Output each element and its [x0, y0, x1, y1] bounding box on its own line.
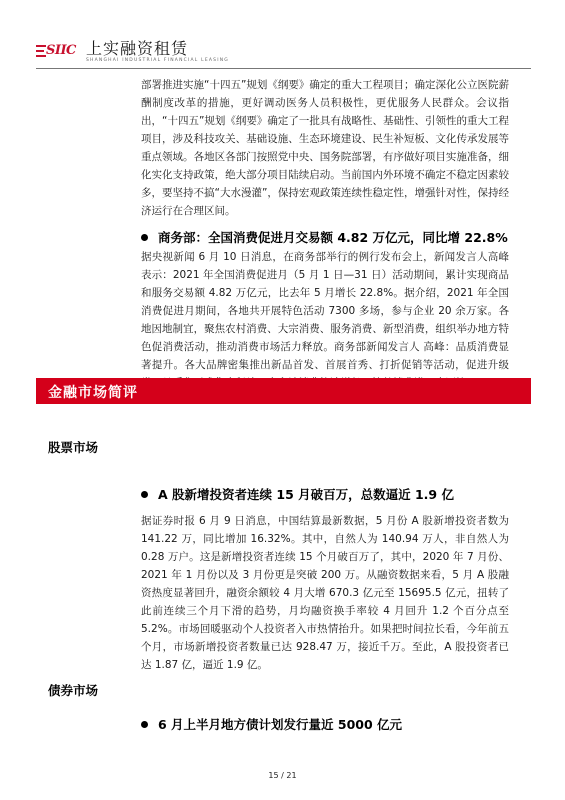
bullet-dot-icon — [141, 234, 148, 241]
section-title: 金融市场简评 — [48, 385, 138, 401]
page-number: 15 / 21 — [268, 771, 297, 780]
bond-headline — [141, 715, 531, 733]
logo-text: SIIC — [46, 43, 76, 58]
header-divider — [36, 68, 531, 69]
bullet-dot-icon — [141, 721, 148, 728]
bond-headline-text: 6 月上半月地方债计划发行量近 5000 亿元 — [158, 717, 403, 732]
page-header — [0, 0, 565, 72]
company-name: 上实融资租赁 — [86, 39, 189, 58]
stock-market-subhead: 股票市场 — [48, 440, 99, 455]
stock-paragraph: 据证券时报 6 月 9 日消息，中国结算最新数据，5 月份 A 股新增投资者数为 141.22 万，同比增加 16.32%。其中，自然人为 140.94 万人，非自然人为 0.28 万户。这是新增投资者连续 15 个月破百万了，其中，2020 年 7 月份、2021 年 1 月份以及 3 月份更是突破 200 万。从融资数据来看，5 月 A 股融资热度显著回升，融资余额较 4 月大增 670.3 亿元至 15695.5 亿元，扭转了此前连续三个月下滑的趋势，月均融资换手率较 4 月回升 1.2 个百分点至 5.2%。市场回暖驱动个人投资者入市热情抬升。如果把时间拉长看，今年前五个月，市场新增投资者数量已达 928.47 万，接近千万。至此，A 股投资者已达 1.87 亿，逼近 1.9 亿。 — [141, 515, 509, 671]
stock-headline-text: A 股新增投资者连续 15 月破百万，总数逼近 1.9 亿 — [158, 487, 454, 502]
macro-policy-paragraph: 部署推进实施“十四五”规划《纲要》确定的重大工程项目；确定深化公立医院薪酬制度改革的措施，更好调动医务人员积极性，更优服务人民群众。会议指出，“十四五”规划《纲要》确定了一批具有战略性、基础性、引领性的重大工程项目，涉及科技攻关、基础设施、生态环境建设、民生补短板、文化传承发展等重点领域。各地区各部门按照党中央、国务院部署，有序做好项目实施准备，细化实化支持政策，绝大部分项目陆续启动。当前国内外环境不确定不稳定因素较多，要坚持不搞“大水漫灌”，保持宏观政策连续性稳定性，增强针对性，保持经济运行在合理区间。 — [141, 79, 509, 217]
commerce-paragraph: 据央视新闻 6 月 10 日消息，在商务部举行的例行发布会上，新闻发言人高峰表示：2021 年全国消费促进月（5 月 1 日—31 日）活动期间，累计实现商品和服务交易额 4.82 万亿元，比去年 5 月增长 22.8%。据介绍，2021 年全国消费促进月期间，各地共开展特色活动 7300 多场，参与企业 20 余万家。各地因地制宜，聚焦农村消费、大宗消费、服务消费、新型消费，组织举办地方特色促消费活动，推动消费市场活力释放。商务部新闻发言人 高峰：品质消费显著提升。各大品牌密集推出新品首发、首展首秀、打折促销等活动，促进升级 — [141, 251, 509, 371]
bond-market-subhead: 债券市场 — [48, 683, 99, 698]
commerce-headline-text: 商务部：全国消费促进月交易额 4.82 万亿元，同比增 22.8% — [158, 230, 508, 245]
company-logo — [36, 42, 78, 60]
bullet-dot-icon — [141, 491, 148, 498]
commerce-headline — [141, 228, 531, 246]
section-title-bar — [36, 378, 531, 404]
stock-headline — [141, 485, 531, 503]
company-name-en: SHANGHAI INDUSTRIAL FINANCIAL LEASING — [86, 58, 229, 63]
